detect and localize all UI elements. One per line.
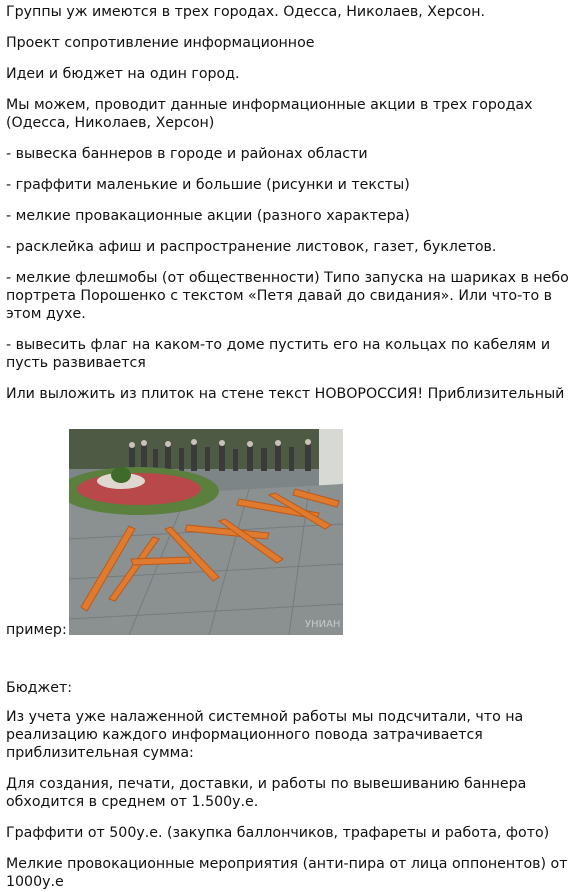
list-item: - граффити маленькие и большие (рисунки и тексты) — [6, 177, 410, 193]
example-label: пример: — [6, 622, 67, 638]
paragraph: Бюджет: — [6, 680, 73, 696]
list-item: - расклейка афиш и распространение листовок, газет, буклетов. — [6, 239, 497, 255]
paragraph: Мы можем, проводит данные информационные акции в трех городах (Одесса, Николаев, Херсон) — [6, 97, 533, 131]
example-photo-row — [6, 429, 578, 639]
paragraph: Идеи и бюджет на один город. — [6, 66, 240, 82]
photo-watermark: УНИАН — [305, 619, 341, 630]
paragraph: Группы уж имеются в трех городах. Одесса, Николаев, Херсон. — [6, 4, 485, 20]
example-photo — [69, 429, 343, 635]
paragraph: Для создания, печати, доставки, и работы по вывешиванию баннера обходится в среднем от 1.500у.е. — [6, 776, 527, 810]
list-item: - вывесить флаг на каком-то доме пустить его на кольцах по кабелям и пусть развивается — [6, 337, 551, 371]
paragraph: Или выложить из плиток на стене текст НОВОРОССИЯ! Приблизительный — [6, 386, 565, 402]
photo-street-flower-bed-orange-letters-icon — [69, 429, 343, 635]
paragraph: Граффити от 500у.е. (закупка баллончиков, трафареты и работа, фото) — [6, 825, 550, 841]
paragraph: Из учета уже налаженной системной работы мы подсчитали, что на реализацию каждого информационного повода затрачивается приблизительная сумма: — [6, 709, 524, 761]
list-item: - вывеска баннеров в городе и районах области — [6, 146, 368, 162]
document-body — [6, 0, 578, 891]
paragraph: Проект сопротивление информационное — [6, 35, 315, 51]
list-item: - мелкие провакационные акции (разного характера) — [6, 208, 410, 224]
paragraph: Мелкие провокационные мероприятия (анти-пира от лица оппонентов) от 1000у.е — [6, 856, 568, 890]
list-item: - мелкие флешмобы (от общественности) Типо запуска на шариках в небо портрета Порошенко с текстом «Петя давай до свидания». Или что-то в этом духе. — [6, 270, 569, 322]
